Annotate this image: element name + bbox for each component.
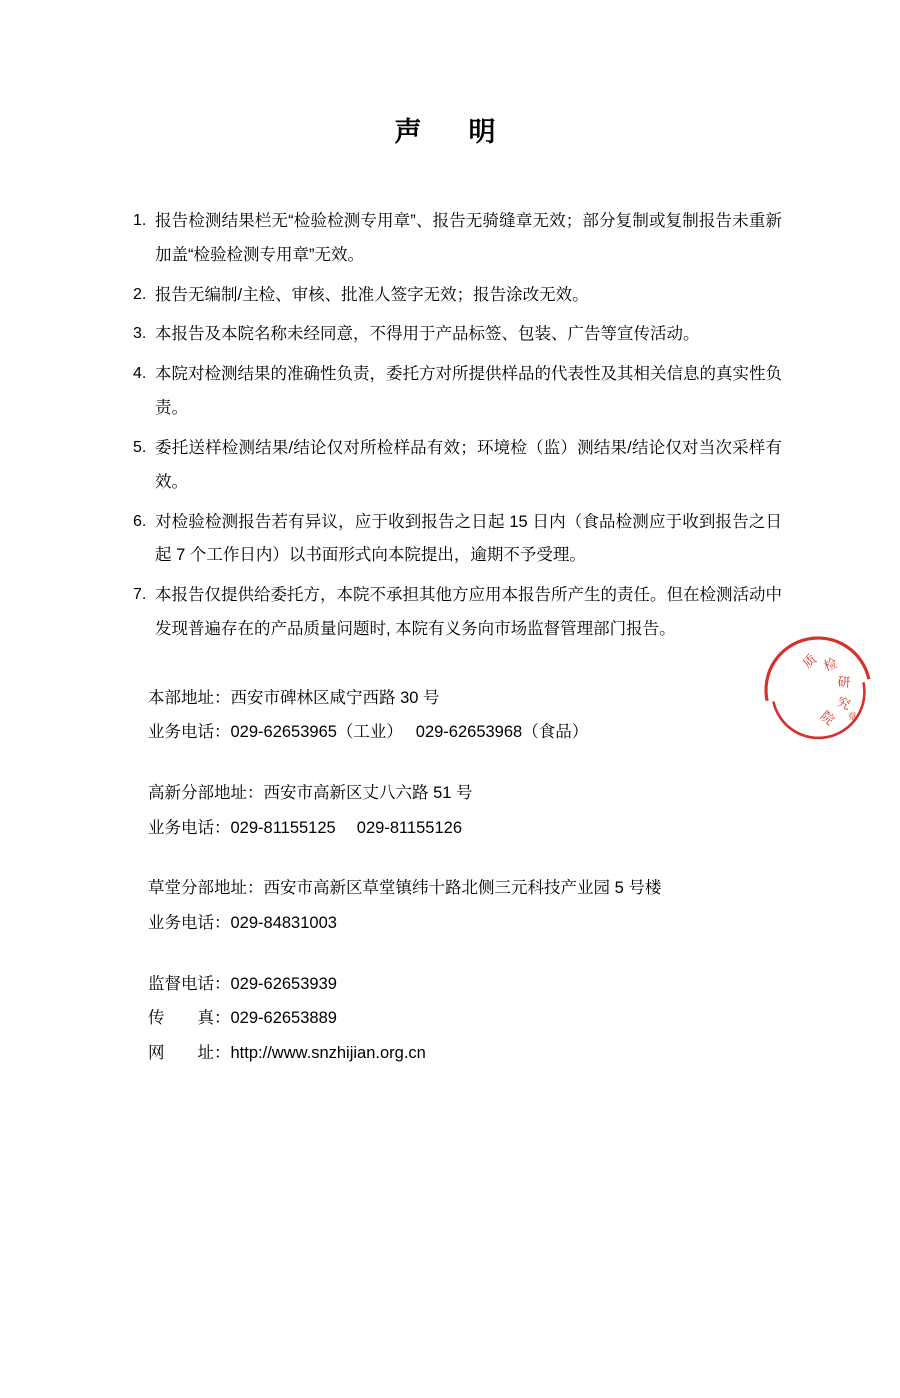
svg-text:研: 研 [837,674,851,690]
clause-text: 本报告及本院名称未经同意，不得用于产品标签、包装、广告等宣传活动。 [155,325,700,344]
fax-line: 传 真：029-62653889 [148,1009,337,1028]
address-section [0,681,900,1071]
svg-text:章: 章 [846,710,858,723]
phone-line: 业务电话：029-84831003 [148,913,337,932]
clause-number: 3. [133,325,147,343]
address-line: 草堂分部地址：西安市高新区草堂镇纬十路北侧三元科技产业园 5 号楼 [148,879,662,898]
clause-number: 4. [133,365,147,383]
svg-text:究: 究 [834,693,853,713]
address-block-headquarters [148,681,782,750]
svg-text:质: 质 [799,651,820,672]
clause-number: 5. [133,438,147,456]
clause-number: 1. [133,212,147,229]
clause-text: 委托送样检测结果/结论仅对所检样品有效；环境检（监）测结果/结论仅对当次采样有效。 [155,438,782,491]
svg-text:检: 检 [821,655,840,674]
clause-item [133,506,782,574]
phone-line: 业务电话：029-62653965（工业） 029-62653968（食品） [148,723,589,742]
address-block-gaoxin [148,776,782,845]
clause-number: 6. [133,512,147,530]
clause-number: 7. [133,586,147,604]
clause-text: 本院对检测结果的准确性负责，委托方对所提供样品的代表性及其相关信息的真实性负责。 [155,365,782,418]
clause-item [133,432,782,500]
page-title: 声 明 [394,117,506,147]
supervision-phone-line: 监督电话：029-62653939 [148,974,337,993]
address-block-caotang [148,871,782,940]
address-line: 本部地址：西安市碑林区咸宁西路 30 号 [148,688,440,707]
clause-number: 2. [133,285,147,303]
clause-list [0,205,900,647]
address-line: 高新分部地址：西安市高新区丈八六路 51 号 [148,784,473,803]
clause-item [133,205,782,273]
document-page [0,110,900,1398]
clause-item [133,358,782,426]
clause-text: 报告检测结果栏无“检验检测专用章”、报告无骑缝章无效；部分复制或复制报告未重新加盖“检验检测专用章”无效。 [155,212,782,264]
clause-item [133,579,782,647]
clause-text: 本报告仅提供给委托方，本院不承担其他方应用本报告所产生的责任。但在检测活动中发现普遍存在的产品质量问题时, 本院有义务向市场监督管理部门报告。 [155,586,782,638]
contact-block [148,967,782,1071]
clause-item [133,318,782,352]
svg-text:院: 院 [817,707,838,728]
website-line[interactable]: 网 址：http://www.snzhijian.org.cn [148,1043,426,1062]
clause-text: 对检验检测报告若有异议，应于收到报告之日起 15 日内（食品检测应于收到报告之日起 7 个工作日内）以书面形式向本院提出，逾期不予受理。 [155,512,782,565]
phone-line: 业务电话：029-81155125 029-81155126 [148,818,463,837]
clause-item [133,279,782,313]
clause-text: 报告无编制/主检、审核、批准人签字无效；报告涂改无效。 [155,285,589,304]
